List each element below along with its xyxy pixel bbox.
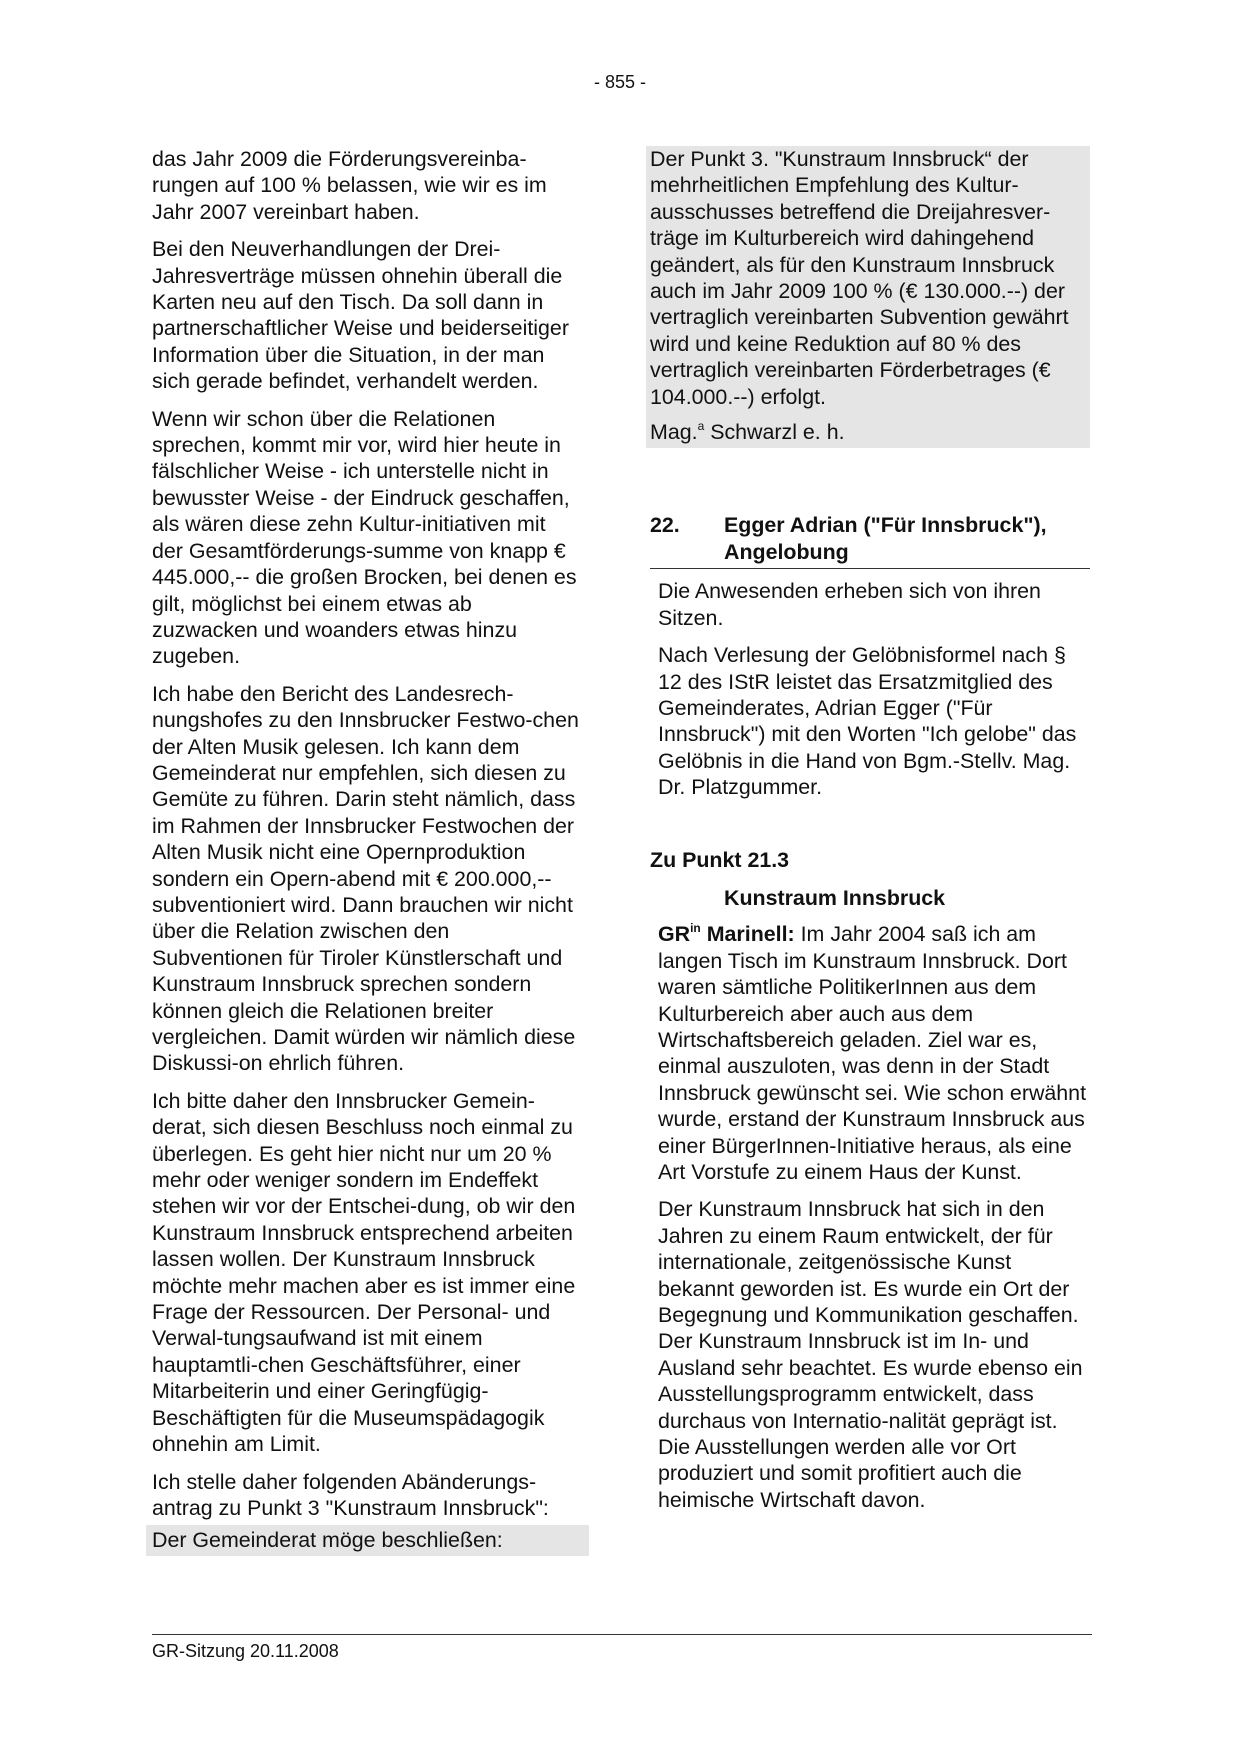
speech-paragraph bbox=[658, 921, 1090, 1185]
speaker bbox=[658, 922, 795, 946]
signature bbox=[650, 419, 1086, 445]
paragraph: Nach Verlesung der Gelöbnisformel nach § 12 des IStR leistet das Ersatzmitglied des Gemeinderates, Adrian Egger ("Für Innsbruck") mit den Worten "Ich gelobe" das Gelöbnis in die Hand von Bgm.-Stellv. Mag. Dr. Platzgummer. bbox=[658, 643, 1077, 800]
motion-intro-shaded: Der Gemeinderat möge beschließen: bbox=[146, 1525, 589, 1555]
paragraph: Wenn wir schon über die Relationen sprechen, kommt mir vor, wird hier heute in fälschlicher Weise - ich unterstelle nicht in bewusster Weise - der Eindruck geschaffen, als wären diese zehn Kultur-initiativen mit der Gesamtförderungs-summe von knapp € 445.000,-- die großen Brocken, bei denen es gilt, möglichst bei einem etwas ab zuzwacken und woanders etwas hinzu zugeben. bbox=[152, 406, 577, 669]
left-column bbox=[152, 146, 582, 1556]
section-title: Egger Adrian ("Für Innsbruck"), Angelobung bbox=[724, 513, 1047, 564]
paragraph: das Jahr 2009 die Förderungsvereinba-rungen auf 100 % belassen, wie wir es im Jahr 2007 vereinbart haben. bbox=[152, 147, 547, 224]
footer-text: GR-Sitzung 20.11.2008 bbox=[152, 1641, 339, 1661]
paragraph: Ich stelle daher folgenden Abänderungs-antrag zu Punkt 3 "Kunstraum Innsbruck": bbox=[152, 1469, 549, 1520]
paragraph: Die Anwesenden erheben sich von ihren Sitzen. bbox=[658, 579, 1041, 630]
paragraph: Ich habe den Bericht des Landesrech-nungshofes zu den Innsbrucker Festwo-chen der Alten Musik gelesen. Ich kann dem Gemeinderat nur empfehlen, sich diesen zu Gemüte zu führen. Darin steht nämlich, dass im Rahmen der Innsbrucker Festwochen der Alten Musik nicht eine Opernproduktion sondern ein Opern-abend mit € 200.000,-- subventioniert wird. Dann brauchen wir nicht über die Relation zwischen den Subventionen für Tiroler Künstlerschaft und Kunstraum Innsbruck sprechen sondern können gleich die Relationen breiter vergleichen. Damit würden wir nämlich diese Diskussi-on ehrlich führen. bbox=[152, 681, 579, 1076]
paragraph: Bei den Neuverhandlungen der Drei-Jahresverträge müssen ohnehin überall die Karten neu auf den Tisch. Da soll dann in partnerschaftlicher Weise und beiderseitiger Information über die Situation, in der man sich gerade befindet, verhandelt werden. bbox=[152, 237, 569, 394]
subsection-heading: Zu Punkt 21.3 bbox=[650, 847, 790, 872]
amendment-motion-box bbox=[646, 146, 1090, 448]
right-column bbox=[650, 146, 1090, 1524]
signature-prefix: Mag. bbox=[650, 420, 698, 445]
signature-name: Schwarzl e. h. bbox=[704, 420, 845, 445]
speaker-name: Marinell: bbox=[700, 922, 795, 947]
speaker-superscript: in bbox=[690, 921, 701, 936]
section-heading bbox=[650, 512, 1090, 569]
subsection-body bbox=[650, 921, 1090, 1513]
signature-superscript: a bbox=[697, 419, 705, 434]
speaker-prefix: GR bbox=[658, 922, 691, 947]
subsection-title: Kunstraum Innsbruck bbox=[724, 885, 946, 910]
paragraph: Ich bitte daher den Innsbrucker Gemein-derat, sich diesen Beschluss noch einmal zu überlegen. Es geht hier nicht nur um 20 % mehr oder weniger sondern im Endeffekt stehen wir vor der Entschei-dung, ob wir den Kunstraum Innsbruck entsprechend arbeiten lassen wollen. Der Kunstraum Innsbruck möchte mehr machen aber es ist immer eine Frage der Ressourcen. Der Personal- und Verwal-tungsaufwand ist mit einem hauptamtli-chen Geschäftsführer, einer Mitarbeiterin und einer Geringfügig-Beschäftigten für die Museumspädagogik ohnehin am Limit. bbox=[152, 1088, 576, 1457]
footer-rule bbox=[152, 1634, 1092, 1635]
speech-text: Im Jahr 2004 saß ich am langen Tisch im Kunstraum Innsbruck. Dort waren sämtliche PolitikerInnen aus dem Kulturbereich aber auch aus dem Wirtschaftsbereich geladen. Ziel war es, einmal auszuloten, was denn in der Stadt Innsbruck gewünscht sei. Wie schon erwähnt wurde, erstand der Kunstraum Innsbruck aus einer BürgerInnen-Initiative heraus, als eine Art Vorstufe zu einem Haus der Kunst. bbox=[658, 922, 1087, 1184]
page-number: - 855 - bbox=[593, 72, 647, 92]
amendment-text: Der Punkt 3. "Kunstraum Innsbruck“ der mehrheitlichen Empfehlung des Kultur-ausschusses betreffend die Dreijahresver-träge im Kulturbereich wird dahingehend geändert, als für den Kunstraum Innsbruck auch im Jahr 2009 100 % (€ 130.000.--) der vertraglich vereinbarten Subvention gewährt wird und keine Reduktion auf 80 % des vertraglich vereinbarten Förderbetrages (€ 104.000.--) erfolgt. bbox=[650, 147, 1069, 409]
section-body bbox=[650, 569, 1090, 800]
section-number: 22. bbox=[650, 513, 680, 538]
speech-paragraph: Der Kunstraum Innsbruck hat sich in den Jahren zu einem Raum entwickelt, der für internationale, zeitgenössische Kunst bekannt geworden ist. Es wurde ein Ort der Begegnung und Kommunikation geschaffen. Der Kunstraum Innsbruck ist im In- und Ausland sehr beachtet. Es wurde ebenso ein Ausstellungsprogramm entwickelt, dass durchaus von Internatio-nalität geprägt ist. Die Ausstellungen werden alle vor Ort produziert und somit profitiert auch die heimische Wirtschaft davon. bbox=[658, 1197, 1083, 1512]
